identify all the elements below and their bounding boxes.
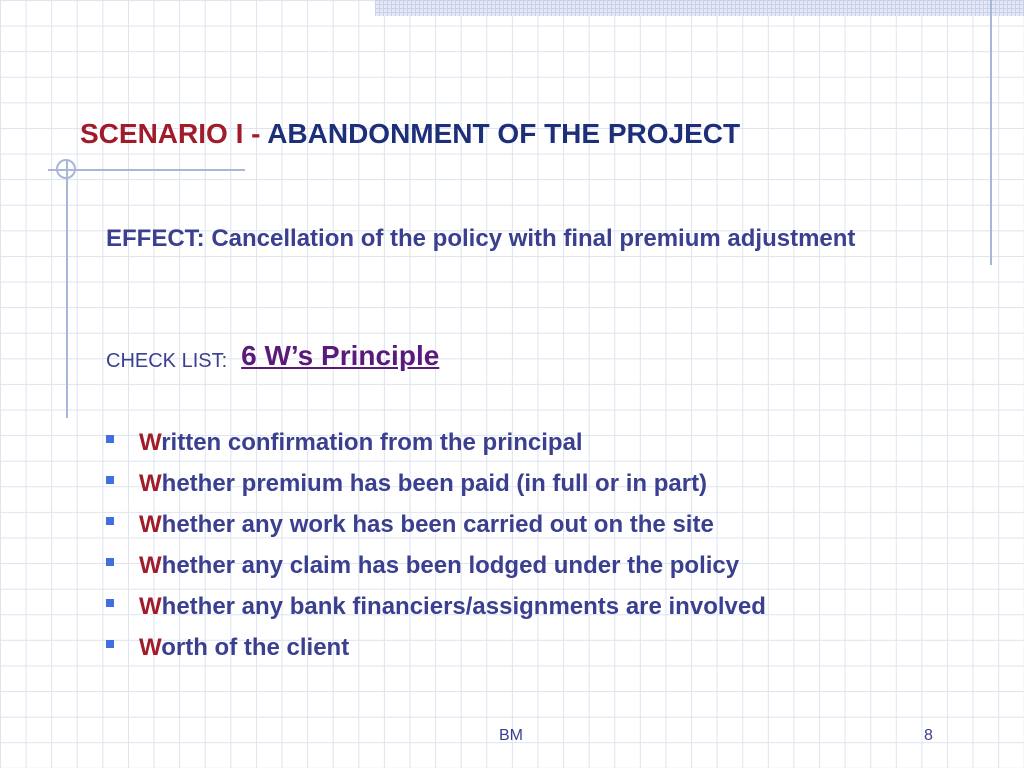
bullet-initial-w: W	[139, 552, 162, 579]
bullet-initial-w: W	[139, 470, 162, 497]
bullet-text: orth of the client	[161, 634, 350, 661]
slide-title-scenario: SCENARIO I -	[80, 118, 268, 149]
bullet-item	[106, 631, 766, 672]
square-bullet-icon	[106, 558, 114, 566]
bullet-text: hether any work has been carried out on the site	[161, 511, 714, 538]
footer-page-number: 8	[924, 727, 933, 744]
title-underline-rule	[48, 169, 245, 171]
bullet-text: ritten confirmation from the principal	[161, 429, 583, 456]
bullet-initial-w: W	[139, 634, 162, 661]
checklist-label: CHECK LIST:	[106, 350, 228, 372]
top-decorative-band	[375, 0, 1024, 16]
six-ws-principle-link[interactable]: 6 W’s Principle	[241, 340, 440, 371]
crosshair-circle-icon	[56, 159, 76, 179]
square-bullet-icon	[106, 599, 114, 607]
bullet-text: hether any claim has been lodged under the policy	[161, 552, 740, 579]
square-bullet-icon	[106, 640, 114, 648]
effect-statement: EFFECT: Cancellation of the policy with final premium adjustment	[106, 225, 856, 252]
bullet-initial-w: W	[139, 593, 162, 620]
square-bullet-icon	[106, 517, 114, 525]
checklist-line	[106, 342, 439, 374]
square-bullet-icon	[106, 476, 114, 484]
bullet-initial-w: W	[139, 429, 162, 456]
square-bullet-icon	[106, 435, 114, 443]
bullet-initial-w: W	[139, 511, 162, 538]
bullet-item	[106, 508, 766, 549]
bullet-text: hether any bank financiers/assignments are involved	[161, 593, 766, 620]
left-decorative-line	[66, 160, 68, 418]
slide-title-topic: ABANDONMENT OF THE PROJECT	[267, 118, 741, 149]
right-decorative-line	[990, 0, 992, 265]
bullet-item	[106, 549, 766, 590]
bullet-item	[106, 467, 766, 508]
bullet-item	[106, 590, 766, 631]
bullet-item	[106, 426, 766, 467]
footer-author: BM	[499, 727, 523, 744]
bullet-text: hether premium has been paid (in full or in part)	[161, 470, 708, 497]
checklist-bullets	[106, 426, 766, 672]
slide-title	[80, 118, 740, 150]
